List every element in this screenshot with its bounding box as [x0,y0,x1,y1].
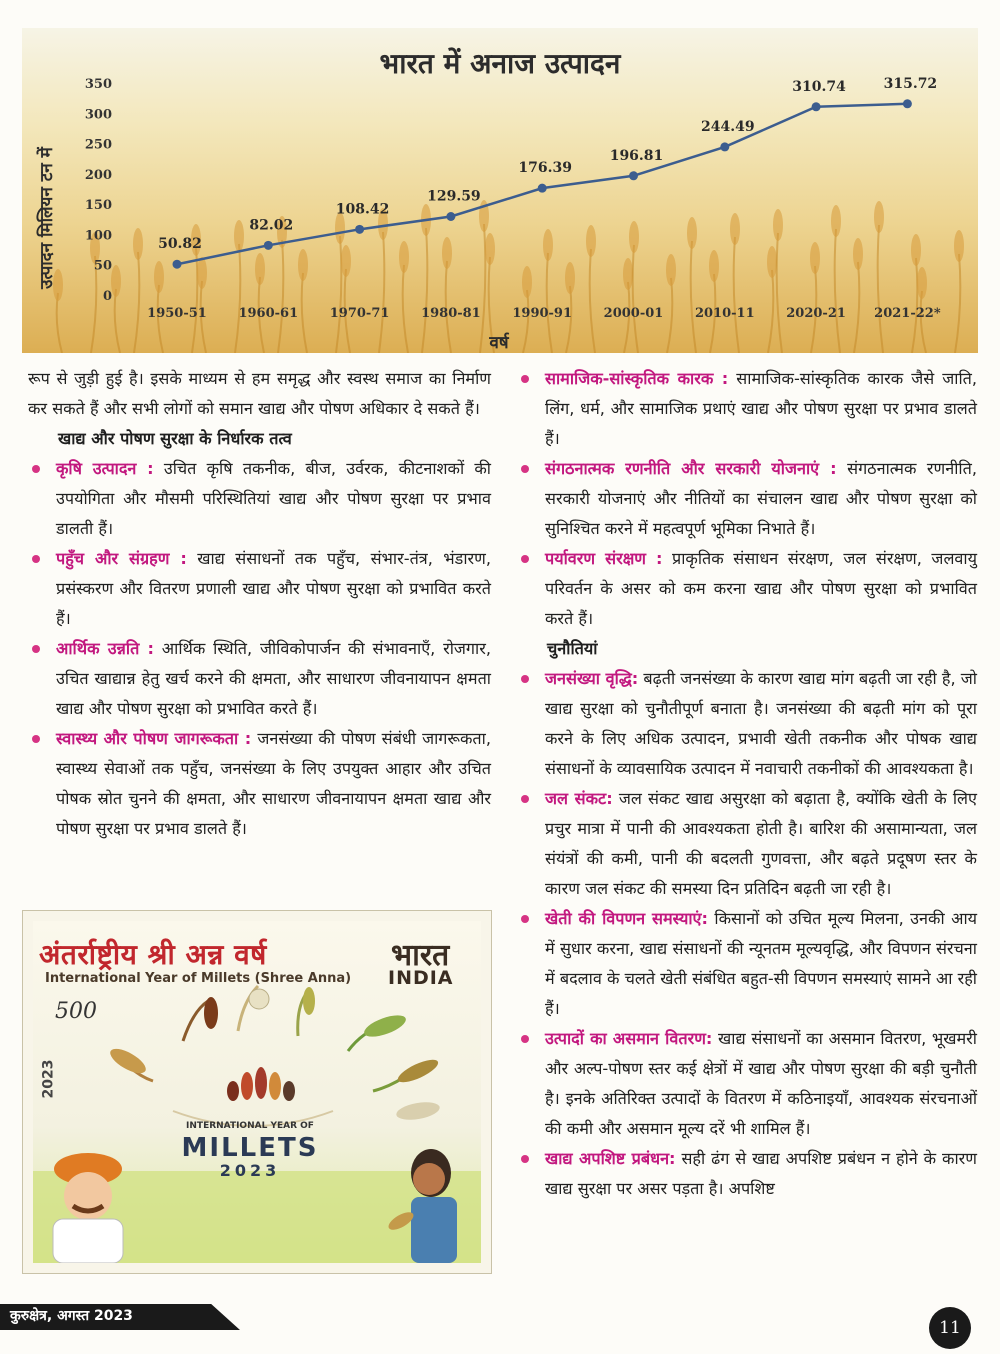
data-point [903,99,912,108]
item-term: पर्यावरण संरक्षण : [545,549,663,568]
wheat-ear-icon [154,261,164,293]
millet-head-icon [303,987,315,1015]
bullet-icon [521,795,529,803]
item-term: जल संकट: [545,789,613,808]
data-value-label: 108.42 [335,201,390,218]
wheat-stalk-icon [336,236,341,353]
stamp-year: 2023 [40,1059,57,1099]
wheat-ear-icon [767,246,777,278]
y-tick-label: 50 [93,258,112,274]
wheat-ear-icon [911,234,921,266]
list-item [517,1024,977,1144]
wheat-ear-icon [111,265,121,297]
chart-y-axis-label: उत्पादन मिलियन टन में [37,147,57,289]
stamp-denomination: 500 [55,999,97,1024]
bullet-icon [32,465,40,473]
wheat-ear-icon [565,262,575,294]
bullet-icon [32,645,40,653]
item-text: खाद्य संसाधनों का असमान वितरण, भूखमरी और अल्प-पोषण स्तर कई क्षेत्रों में खाद्य और पोषण सुरक्षा की बड़ी चुनौती है। इनके अतिरिक्त उत्पादों के वितरण में कठिनाइयाँ, आवश्यक संरचनाओं की कमी और असमान मूल्य दरें भी शामिल हैं। [545,1029,977,1138]
bullet-icon [521,555,529,563]
page-number: 11 [929,1307,971,1349]
wheat-stalk-icon [734,237,739,353]
data-value-label: 176.39 [518,160,572,177]
item-term: कृषि उत्पादन : [56,459,154,478]
wheat-stalk-icon [878,225,883,353]
wheat-stalk-icon [854,262,859,353]
intro-paragraph: रूप से जुड़ी हुई है। इसके माध्यम से हम समृद्ध और स्वस्थ समाज का निर्माण कर सकते हैं और सभी लोगों को समान खाद्य और पोषण अधिकार दे सकते हैं। [28,369,491,418]
x-tick-label: 1980-81 [421,306,481,321]
item-term: संगठनात्मक रणनीति और सरकारी योजनाएं : [545,459,837,478]
item-term: उत्पादों का असमान वितरण: [545,1029,713,1048]
wheat-stalk-icon [547,253,552,353]
data-value-label: 244.49 [701,118,755,135]
stamp-banner-title: MILLETS [181,1133,319,1163]
x-axis-ticks [147,306,941,321]
millets-postage-stamp [22,910,492,1274]
wheat-ear-icon [831,205,841,237]
wheat-stalk-icon [235,244,240,353]
series-line-group [173,99,912,268]
section-heading-challenges: चुनौतियां [547,639,598,658]
data-value-label: 315.72 [883,75,938,92]
wheat-stalk-icon [134,252,139,353]
grain-ear-icon [395,1055,441,1086]
wheat-ear-icon [522,266,532,298]
stamp-artwork [33,921,481,1263]
item-text: उचित कृषि तकनीक, बीज, उर्वरक, कीटनाशकों की उपयोगिता और मौसमी परिस्थितियां खाद्य और पोषण सुरक्षा पर प्रभाव डालती हैं। [56,459,492,538]
list-item [517,904,977,1024]
wheat-stalk-icon [523,290,528,353]
item-term: पहुँच और संग्रहण : [56,549,187,568]
wheat-stalk-icon [768,270,773,353]
bullet-icon [32,735,40,743]
data-point [446,212,455,221]
y-tick-label: 0 [102,289,112,304]
item-term: जनसंख्या वृद्धि: [545,669,639,688]
wheat-ear-icon [399,241,409,273]
wheat-ear-icon [730,213,740,245]
wheat-ear-icon [586,225,596,257]
data-point [538,184,547,193]
wheat-ear-icon [485,233,495,265]
x-tick-label: 2021-22* [874,306,941,321]
wheat-stalk-icon [422,228,427,353]
data-value-label: 82.02 [249,217,294,234]
wheat-ear-icon [853,238,863,270]
data-value-label: 50.82 [158,236,202,253]
sorghum-head-icon [204,997,218,1029]
bullet-icon [32,555,40,563]
wheat-ear-icon [874,201,884,233]
stamp-banner-small-text: INTERNATIONAL YEAR OF [186,1121,314,1131]
wheat-stalk-icon [590,249,595,353]
wheat-ear-icon [133,228,143,260]
wheat-stalk-icon [302,273,307,353]
grain-ear-icon [107,1044,150,1078]
millet-cluster-icon [249,989,269,1009]
grain-ear-icon [395,1099,441,1122]
section-heading-determinants: खाद्य और पोषण सुरक्षा के निर्धारक तत्व [58,429,292,448]
footer-magazine-issue: कुरुक्षेत्र, अगस्त 2023 [10,1308,133,1324]
item-term: सामाजिक-सांस्कृतिक कारक : [545,369,729,388]
item-text: संगठनात्मक रणनीति, सरकारी योजनाएं और नीतियों का संचालन खाद्य और पोषण सुरक्षा को सुनिश्चित करने में महत्वपूर्ण भूमिका निभाते हैं। [545,459,977,538]
wheat-ear-icon [298,249,308,281]
data-point [355,225,364,234]
data-point [173,260,182,269]
bullet-icon [521,375,529,383]
stamp-title-hindi: अंतर्राष्ट्रीय श्री अन्न वर्ष [39,938,267,971]
grain-production-chart [22,28,978,353]
x-tick-label: 2020-21 [786,306,846,321]
list-item [517,664,977,784]
wheat-ear-icon [197,257,207,289]
wheat-ear-icon [341,245,351,277]
list-item [517,1144,977,1204]
wheat-stalk-icon [633,245,638,353]
wheat-stalk-icon [278,240,283,353]
list-item [28,724,491,844]
wheat-ear-icon [687,217,697,249]
item-text: खाद्य संसाधनों तक पहुँच, संभार-तंत्र, भंडारण, प्रसंस्करण और वितरण प्रणाली खाद्य और पोषण सुरक्षा को प्रभावित करते हैं। [56,549,491,628]
wheat-stalk-icon [835,229,840,353]
x-tick-label: 2010-11 [694,306,755,321]
x-tick-label: 1950-51 [147,306,207,321]
wheat-stalk-icon [691,241,696,353]
item-text: सही ढंग से खाद्य अपशिष्ट प्रबंधन न होने के कारण खाद्य सुरक्षा पर असर पड़ता है। अपशिष्ट [545,1149,977,1198]
wheat-stalk-icon [955,254,960,353]
wheat-ear-icon [629,221,639,253]
data-point [812,102,821,111]
list-item [28,454,491,544]
data-point [720,142,729,151]
stamp-banner-year: 2023 [219,1161,281,1180]
data-value-label: 310.74 [792,78,846,95]
y-tick-label: 250 [84,137,112,153]
wheat-ear-icon [709,250,719,282]
item-term: खाद्य अपशिष्ट प्रबंधन: [545,1149,676,1168]
y-tick-label: 200 [84,167,112,183]
wheat-ear-icon [917,267,927,299]
data-value-label: 196.81 [609,147,664,164]
list-item [517,784,977,904]
bullet-icon [521,915,529,923]
y-tick-label: 150 [84,198,112,214]
x-tick-label: 1960-61 [238,306,299,321]
wheat-stalk-icon [379,232,384,353]
list-item [28,634,491,724]
wheat-ear-icon [255,253,265,285]
x-tick-label: 1970-71 [329,306,390,321]
data-point [264,241,273,250]
y-tick-label: 350 [84,77,112,92]
wheat-ear-icon [442,237,452,269]
y-tick-label: 100 [84,228,112,244]
list-item [28,544,491,634]
item-term: खेती की विपणन समस्याएं: [545,909,708,928]
grain-cluster-icon [227,1067,295,1101]
x-tick-label: 2000-01 [603,306,664,321]
x-tick-label: 1990-91 [512,306,573,321]
right-column [517,364,977,1204]
wheat-ear-icon [666,254,676,286]
bullet-icon [521,1155,529,1163]
data-point [629,171,638,180]
item-text: सामाजिक-सांस्कृतिक कारक जैसे जाति, लिंग, धर्म, और सामाजिक प्रथाएं खाद्य और पोषण सुरक्षा पर प्रभाव डालते हैं। [545,369,978,448]
item-term: स्वास्थ्य और पोषण जागरूकता : [56,729,252,748]
list-item [517,544,977,634]
item-text: जल संकट खाद्य असुरक्षा को बढ़ाता है, क्योंकि खेती के लिए प्रचुर मात्रा में पानी की आवश्यकता होती है। बारिश की असामान्यता, जल संयंत्रों की कमी, पानी की बदलती गुणवत्ता, और बढ़ते प्रदूषण स्तर के कारण जल संकट की समस्या दिन प्रतिदिन बढ़ती जा रही है। [545,789,977,898]
wheat-stalk-icon [667,278,672,353]
wheat-ear-icon [234,220,244,252]
wheat-ear-icon [543,229,553,261]
leaf-icon [362,1011,409,1041]
bullet-icon [521,675,529,683]
wheat-ear-icon [773,209,783,241]
data-labels [158,76,937,252]
chart-title: भारत में अनाज उत्पादन [379,47,621,80]
data-value-label: 129.59 [427,188,481,205]
wheat-stalk-icon [403,265,408,353]
item-text: जनसंख्या की पोषण संबंधी जागरूकता, स्वास्थ्य सेवाओं तक पहुँच, जनसंख्या के लिए उपयुक्त आहार और उचित पोषक स्रोत चुनने की क्षमता, और साधारण जीवनायापन क्षमता खाद्य और पोषण सुरक्षा पर प्रभाव डालते हैं। [56,729,491,838]
item-text: किसानों को उचित मूल्य मिलना, उनकी आय में सुधार करना, खाद्य संसाधनों की न्यूनतम मूल्यवृद्धि, और विपणन संरचना में बदलाव के चलते खेती संबंधित बहुत-सी विपणन समस्याएं सामने आ रही हैं। [545,909,977,1018]
wheat-stalk-icon [921,291,926,353]
chart-svg [22,28,978,353]
stamp-country-hindi: भारत [391,938,450,973]
left-column [28,364,491,844]
wheat-field-background [53,200,964,353]
chart-x-axis-label: वर्ष [489,333,509,353]
wheat-ear-icon [623,258,633,290]
bullet-icon [521,465,529,473]
wheat-ear-icon [954,230,964,262]
stamp-country-english: INDIA [388,967,454,989]
item-text: प्राकृतिक संसाधन संरक्षण, जल संरक्षण, जलवायु परिवर्तन के असर को कम करना खाद्य और पोषण सुरक्षा को प्रभावित करते हैं। [545,549,978,628]
y-axis-ticks [85,77,112,304]
wheat-ear-icon [810,242,820,274]
wheat-stalk-icon [777,233,782,353]
list-item [517,454,977,544]
bullet-icon [521,1035,529,1043]
grain-sprig-icon [183,1001,208,1041]
wheat-stalk-icon [57,293,62,353]
item-term: आर्थिक उन्नति : [56,639,155,658]
wheat-stalk-icon [192,248,197,353]
wheat-stalk-icon [115,289,120,353]
stamp-title-english: International Year of Millets (Shree Anna) [45,971,352,986]
item-text: बढ़ती जनसंख्या के कारण खाद्य मांग बढ़ती जा रही है, जो खाद्य सुरक्षा को चुनौतीपूर्ण बनाता है। जनसंख्या की बढ़ती मांग को पूरा करने के लिए अधिक उत्पादन, प्रभावी खेती तकनीक और पोषक खाद्य संसाधनों के व्यावसायिक उत्पादन में नवाचारी तकनीकों की आवश्यकता है। [545,669,977,778]
list-item [517,364,977,454]
item-text: आर्थिक स्थिति, जीविकोपार्जन की संभावनाएँ, रोजगार, उचित खाद्यान्न हेतु खर्च करने की क्षमता, और साधारण जीवनायापन क्षमता खाद्य और पोषण सुरक्षा को प्रभावित करते हैं। [56,639,491,718]
wheat-stalk-icon [480,224,485,353]
y-tick-label: 300 [84,107,112,123]
